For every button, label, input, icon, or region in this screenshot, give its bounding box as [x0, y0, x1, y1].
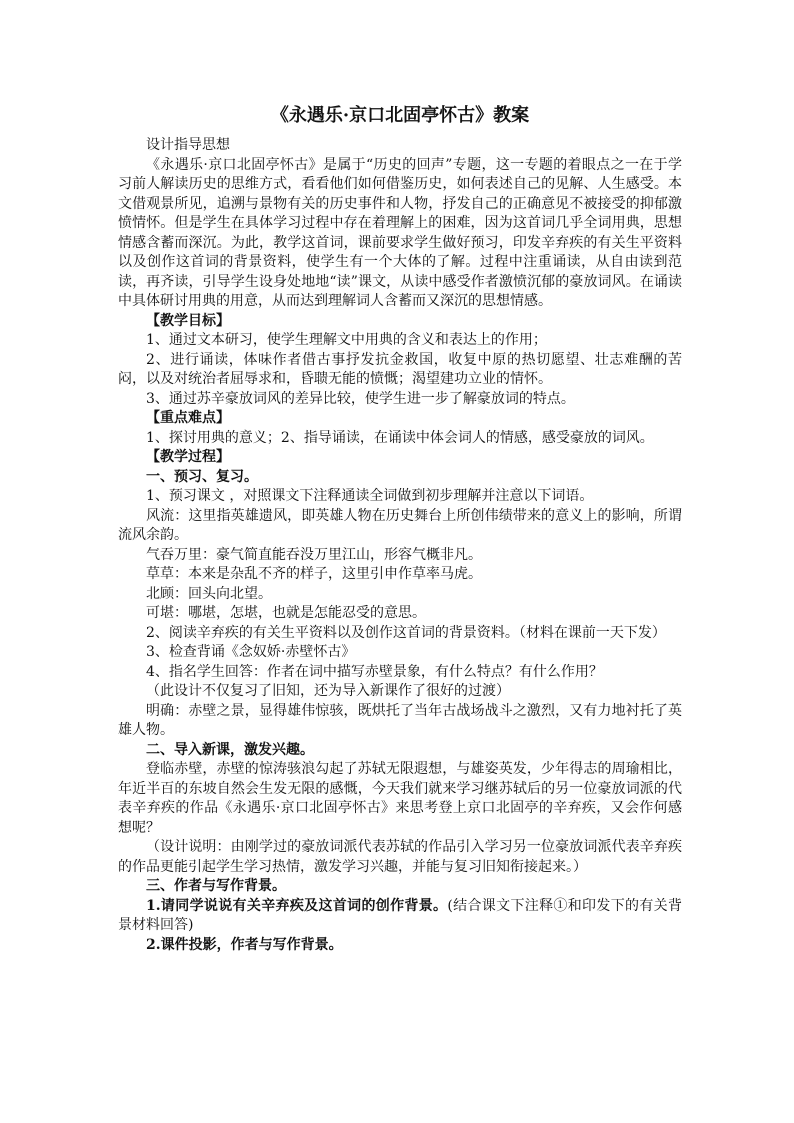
- section-3-item: 2.课件投影，作者与写作背景。: [146, 936, 343, 953]
- section-1-item: 1、预习课文 ，对照课文下注释通读全词做到初步理解并注意以下词语。: [146, 488, 594, 504]
- design-paragraph: 《永遇乐·京口北固亭怀古》是属于“历史的回声”专题，这一专题的着眼点之一在于学习前人解读历史的思维方式，看看他们如何借鉴历史，如何表述自己的见解、人生感受。本文借观景所见，追溯与景物有关的历史事件和人物，抒发自己的正确意见不被接受的抑郁激愤情怀。但是学生在具体学习过程中存在着理解上的困难，因为这首词几乎全词用典，思想情感含蓄而深沉。为此，教学这首词，课前要求学生做好预习，印发辛弃疾的有关生平资料以及创作这首词的背景资料，使学生有一个大体的了解。过程中注重诵读，从自由读到范读，再齐读，引导学生设身处地地“读”课文，从读中感受作者激愤沉郁的豪放词风。在诵读中具体研讨用典的用意，从而达到理解词人含蓄而又深沉的思想情感。: [118, 156, 682, 309]
- design-heading: 设计指导思想: [146, 137, 230, 153]
- vocab-item: 可堪：哪堪，怎堪，也就是怎能忍受的意思。: [146, 605, 426, 621]
- document-page: [118, 100, 682, 955]
- goal-item: 1、通过文本研习，使学生理解文中用典的含义和表达上的作用；: [146, 332, 547, 348]
- section-1-note: （此设计不仅复习了旧知，还为导入新课作了很好的过渡）: [146, 683, 510, 699]
- vocab-item: 北顾：回头向北望。: [146, 585, 272, 602]
- goal-item: 3、通过苏辛豪放词风的差异比较，使学生进一步了解豪放词的特点。: [146, 390, 575, 407]
- section-1-heading: 一、预习、复习。: [146, 468, 258, 485]
- section-1-answer: 明确：赤壁之景，显得雄伟惊骇，既烘托了当年古战场战斗之激烈，又有力地衬托了英雄人物。: [118, 702, 682, 738]
- document-title: 《永遇乐·京口北固亭怀古》教案: [270, 105, 530, 126]
- vocab-item: 风流：这里指英雄遗风，即英雄人物在历史舞台上所创伟绩带来的意义上的影响，所谓流风余韵。: [118, 507, 682, 543]
- section-2-paragraph: 登临赤壁，赤壁的惊涛骇浪勾起了苏轼无限遐想，与雄姿英发，少年得志的周瑜相比，年近半百的东坡自然会生发无限的感慨，今天我们就来学习继苏轼后的另一位豪放词派的代表辛弃疾的作品《永遇乐·京口北固亭怀古》来思考登上京口北固亭的辛弃疾，又会作何感想呢？: [118, 761, 682, 836]
- section-3-item: [118, 897, 682, 936]
- section-3-heading: 三、作者与写作背景。: [146, 878, 286, 894]
- section-2-note: （设计说明：由刚学过的豪放词派代表苏轼的作品引入学习另一位豪放词派代表辛弃疾的作品更能引起学生学习热情，激发学习兴趣，并能与复习旧知衔接起来。）: [118, 839, 682, 875]
- section-1-item: 4、指名学生回答：作者在词中描写赤壁景象，有什么特点？有什么作用？: [146, 663, 603, 680]
- section-3-item-bold: 1.请同学说说有关辛弃疾及这首词的创作背景。: [146, 897, 448, 914]
- section-1-item: 2、阅读辛弃疾的有关生平资料以及创作这首词的背景资料。（材料在课前一天下发）: [146, 624, 666, 641]
- section-3-item-rest: (结合课文下注释①和印发下的有关背景材料回答): [118, 897, 682, 933]
- vocab-item: 气吞万里：豪气简直能吞没万里江山，形容气概非凡。: [146, 546, 482, 563]
- goals-heading: 【教学目标】: [146, 312, 230, 329]
- section-2-heading: 二、导入新课，激发兴趣。: [146, 741, 314, 758]
- section-1-item: 3、检查背诵《念奴娇·赤壁怀古》: [146, 644, 356, 660]
- key-paragraph: 1、探讨用典的意义；2、指导诵读，在诵读中体会词人的情感，感受豪放的词风。: [146, 429, 654, 446]
- key-heading: 【重点难点】: [146, 410, 230, 426]
- process-heading: 【教学过程】: [146, 449, 230, 465]
- goal-item: 2、进行诵读，体味作者借古事抒发抗金救国，收复中原的热切愿望、壮志难酬的苦闷，以及对统治者屈辱求和，昏聩无能的愤慨；渴望建功立业的情怀。: [118, 351, 682, 387]
- vocab-item: 草草：本来是杂乱不齐的样子，这里引申作草率马虎。: [146, 566, 482, 582]
